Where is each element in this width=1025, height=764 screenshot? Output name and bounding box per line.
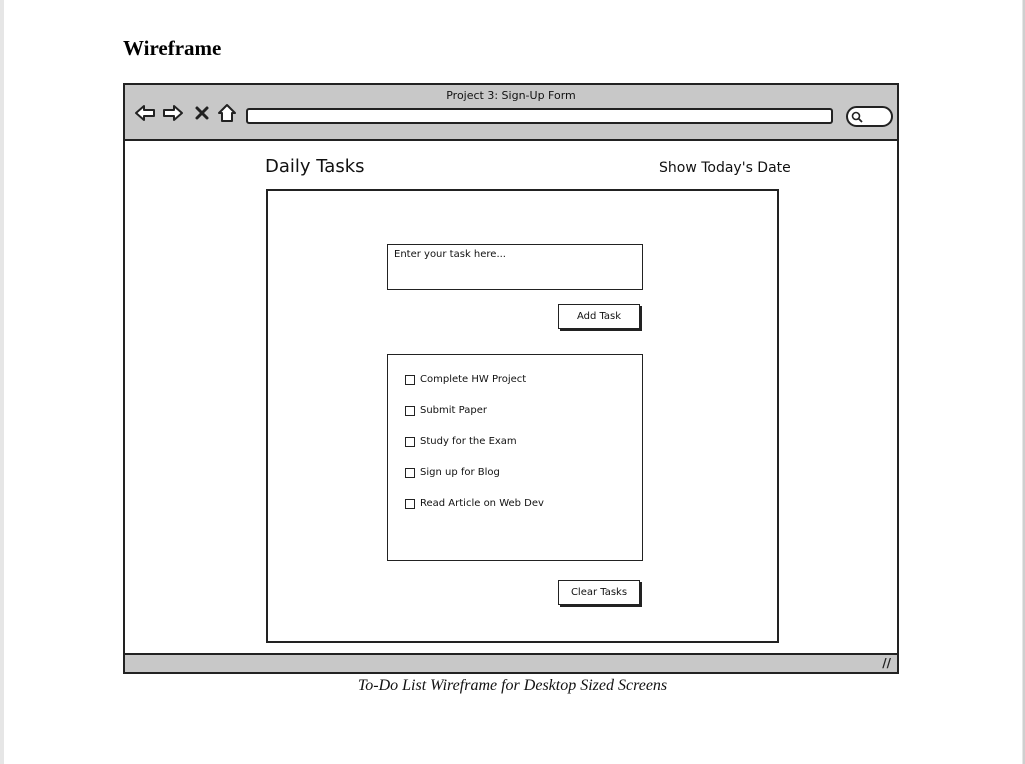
date-label: Show Today's Date [659, 160, 791, 176]
list-item[interactable] [405, 436, 517, 447]
todo-panel [266, 189, 779, 643]
forward-arrow-icon[interactable] [162, 102, 184, 124]
task-label: Complete HW Project [420, 374, 527, 385]
app-title: Daily Tasks [265, 156, 365, 177]
figure-caption: To-Do List Wireframe for Desktop Sized Screens [357, 677, 668, 694]
list-item[interactable] [405, 467, 500, 478]
back-arrow-icon[interactable] [134, 102, 156, 124]
document-page [4, 0, 1022, 764]
checkbox[interactable] [405, 437, 415, 447]
add-task-button[interactable]: Add Task [558, 304, 640, 329]
list-item[interactable] [405, 498, 544, 509]
browser-statusbar [125, 653, 897, 672]
task-label: Sign up for Blog [420, 467, 500, 478]
resize-grip-icon[interactable]: // [882, 656, 891, 670]
task-label: Read Article on Web Dev [420, 498, 544, 509]
list-item[interactable] [405, 374, 526, 385]
checkbox[interactable] [405, 468, 415, 478]
list-item[interactable] [405, 405, 487, 416]
checkbox[interactable] [405, 406, 415, 416]
close-x-icon[interactable] [193, 102, 211, 124]
window-title: Project 3: Sign-Up Form [446, 89, 576, 102]
search-icon [851, 111, 863, 123]
task-input[interactable]: Enter your task here... [387, 244, 643, 290]
task-list [387, 354, 643, 561]
home-icon[interactable] [216, 102, 238, 124]
address-bar[interactable] [246, 108, 833, 124]
task-label: Study for the Exam [420, 436, 517, 447]
search-field[interactable] [846, 106, 893, 127]
browser-window-mockup [123, 83, 899, 674]
browser-titlebar [125, 85, 897, 141]
clear-tasks-button[interactable]: Clear Tasks [558, 580, 640, 605]
checkbox[interactable] [405, 375, 415, 385]
section-heading: Wireframe [123, 36, 222, 60]
checkbox[interactable] [405, 499, 415, 509]
task-label: Submit Paper [420, 405, 487, 416]
